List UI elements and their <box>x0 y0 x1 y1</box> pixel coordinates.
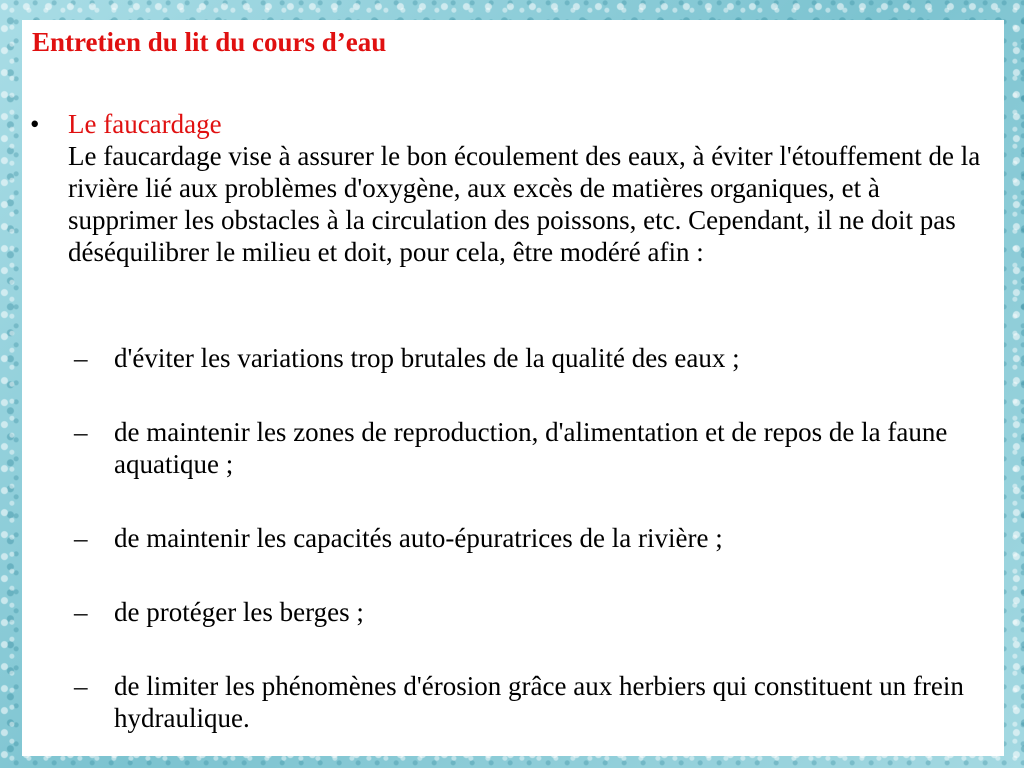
sub-item <box>74 342 974 374</box>
bullet-marker: • <box>30 109 40 139</box>
dash-marker: – <box>74 597 88 627</box>
bullet-body <box>68 108 985 268</box>
slide-title: Entretien du lit du cours d’eau <box>32 27 387 57</box>
sub-item-text: d'éviter les variations trop brutales de la qualité des eaux ; <box>114 343 740 373</box>
sub-item <box>74 522 974 554</box>
sub-item <box>74 416 974 480</box>
dash-marker: – <box>74 343 88 373</box>
sub-item <box>74 596 974 628</box>
sub-item-text: de protéger les berges ; <box>114 597 364 627</box>
bullet-heading: Le faucardage <box>68 109 222 139</box>
sub-item <box>74 670 974 734</box>
slide-content <box>22 20 1004 756</box>
dash-marker: – <box>74 417 88 447</box>
sub-list <box>74 342 974 768</box>
sub-item-text: de limiter les phénomènes d'érosion grâce aux herbiers qui constituent un frein hydraulique. <box>114 671 964 733</box>
sub-item-text: de maintenir les zones de reproduction, d'alimentation et de repos de la faune aquatique ; <box>114 417 948 479</box>
dash-marker: – <box>74 523 88 553</box>
bullet-paragraph: Le faucardage vise à assurer le bon écoulement des eaux, à éviter l'étouffement de la rivière lié aux problèmes d'oxygène, aux excès de matières organiques, et à supprimer les obstacles à la circulation des poissons, etc. Cependant, il ne doit pas déséquilibrer le milieu et doit, pour cela, être modéré afin : <box>68 141 981 267</box>
bullet-faucardage <box>30 108 985 268</box>
dash-marker: – <box>74 671 88 701</box>
sub-item-text: de maintenir les capacités auto-épuratrices de la rivière ; <box>114 523 723 553</box>
